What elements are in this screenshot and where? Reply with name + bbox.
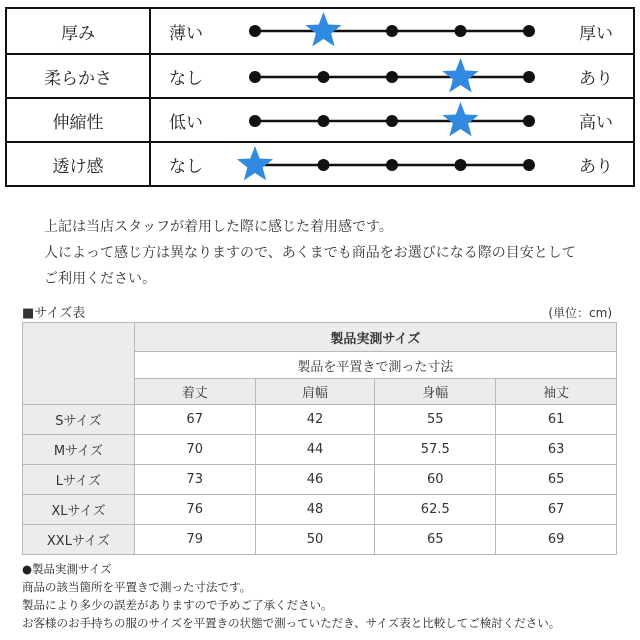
table-cell: 42 xyxy=(255,405,375,435)
scale-dot xyxy=(249,115,261,127)
high-label: あり xyxy=(579,156,613,177)
table-cell: 57.5 xyxy=(375,435,496,465)
selected-star-icon xyxy=(237,146,273,180)
header-main: 製品実測サイズ xyxy=(134,323,616,352)
table-cell: 69 xyxy=(496,525,617,555)
size-table-title: ■サイズ表 xyxy=(22,306,86,321)
column-header: 袖丈 xyxy=(496,379,617,405)
table-cell: 63 xyxy=(496,435,617,465)
scale-dot xyxy=(386,71,398,83)
scale-row-sheerness xyxy=(7,141,633,185)
scale-track xyxy=(7,143,633,187)
scale-row-stretch xyxy=(7,97,633,141)
footnote-heading: ●製品実測サイズ xyxy=(22,562,112,576)
selected-star-icon xyxy=(305,12,341,46)
size-table xyxy=(22,322,617,555)
table-row xyxy=(23,435,617,465)
table-row xyxy=(23,405,617,435)
scale-dot xyxy=(318,159,330,171)
scale-dot xyxy=(318,115,330,127)
scale-dot xyxy=(523,25,535,37)
table-cell: 50 xyxy=(255,525,375,555)
scale-dot xyxy=(455,25,467,37)
scale-dot xyxy=(523,115,535,127)
scale-dot xyxy=(249,25,261,37)
low-label: なし xyxy=(169,68,203,89)
scale-dot xyxy=(386,25,398,37)
scale-dot xyxy=(455,159,467,171)
attribute-name: 伸縮性 xyxy=(7,99,151,141)
table-cell: 79 xyxy=(134,525,255,555)
table-cell: 55 xyxy=(375,405,496,435)
table-cell: 46 xyxy=(255,465,375,495)
high-label: あり xyxy=(579,68,613,89)
table-cell: 48 xyxy=(255,495,375,525)
note-line: 人によって感じ方は異なりますので、あくまでも商品をお選びになる際の目安として xyxy=(44,245,576,261)
header-sub: 製品を平置きで測った寸法 xyxy=(134,352,616,379)
table-cell: 67 xyxy=(134,405,255,435)
table-cell: 73 xyxy=(134,465,255,495)
selected-star-icon xyxy=(442,102,478,136)
table-cell: 76 xyxy=(134,495,255,525)
high-label: 高い xyxy=(579,112,613,133)
attribute-name: 柔らかさ xyxy=(7,55,151,97)
size-label: Mサイズ xyxy=(23,435,135,465)
footnotes xyxy=(22,560,632,632)
scale-track xyxy=(7,9,633,53)
note-line: ご利用ください。 xyxy=(44,271,156,287)
table-cell: 60 xyxy=(375,465,496,495)
scale-dot xyxy=(386,115,398,127)
size-table-unit: (単位：cm) xyxy=(548,306,612,320)
fit-note xyxy=(44,214,634,292)
low-label: 低い xyxy=(169,112,203,133)
scale-dot xyxy=(249,71,261,83)
column-header: 身幅 xyxy=(375,379,496,405)
table-corner xyxy=(23,323,135,405)
selected-star-icon xyxy=(442,58,478,92)
scale-dot xyxy=(386,159,398,171)
size-label: Sサイズ xyxy=(23,405,135,435)
table-cell: 67 xyxy=(496,495,617,525)
high-label: 厚い xyxy=(579,23,613,44)
attribute-scale xyxy=(5,7,635,187)
attribute-name: 透け感 xyxy=(7,143,151,185)
low-label: 薄い xyxy=(169,23,203,44)
footnote-line: 商品の該当箇所を平置きで測った寸法です。 xyxy=(22,580,252,594)
column-header: 肩幅 xyxy=(255,379,375,405)
table-cell: 70 xyxy=(134,435,255,465)
footnote-line: 製品により多少の誤差がありますので予めご了承ください。 xyxy=(22,598,333,612)
table-cell: 61 xyxy=(496,405,617,435)
column-header: 着丈 xyxy=(134,379,255,405)
size-label: Lサイズ xyxy=(23,465,135,495)
table-row xyxy=(23,465,617,495)
footnote-line: お客様のお手持ちの服のサイズを平置きの状態で測っていただき、サイズ表と比較してご検討ください。 xyxy=(22,616,561,630)
scale-dot xyxy=(318,71,330,83)
table-cell: 65 xyxy=(375,525,496,555)
note-line: 上記は当店スタッフが着用した際に感じた着用感です。 xyxy=(44,219,393,235)
table-cell: 62.5 xyxy=(375,495,496,525)
table-row xyxy=(23,525,617,555)
size-label: XLサイズ xyxy=(23,495,135,525)
table-cell: 44 xyxy=(255,435,375,465)
scale-row-softness xyxy=(7,53,633,97)
attribute-name: 厚み xyxy=(7,9,151,53)
scale-track xyxy=(7,55,633,99)
scale-row-thickness xyxy=(7,9,633,53)
scale-dot xyxy=(523,71,535,83)
low-label: なし xyxy=(169,156,203,177)
table-cell: 65 xyxy=(496,465,617,495)
table-row xyxy=(23,495,617,525)
scale-dot xyxy=(523,159,535,171)
scale-track xyxy=(7,99,633,143)
size-label: XXLサイズ xyxy=(23,525,135,555)
